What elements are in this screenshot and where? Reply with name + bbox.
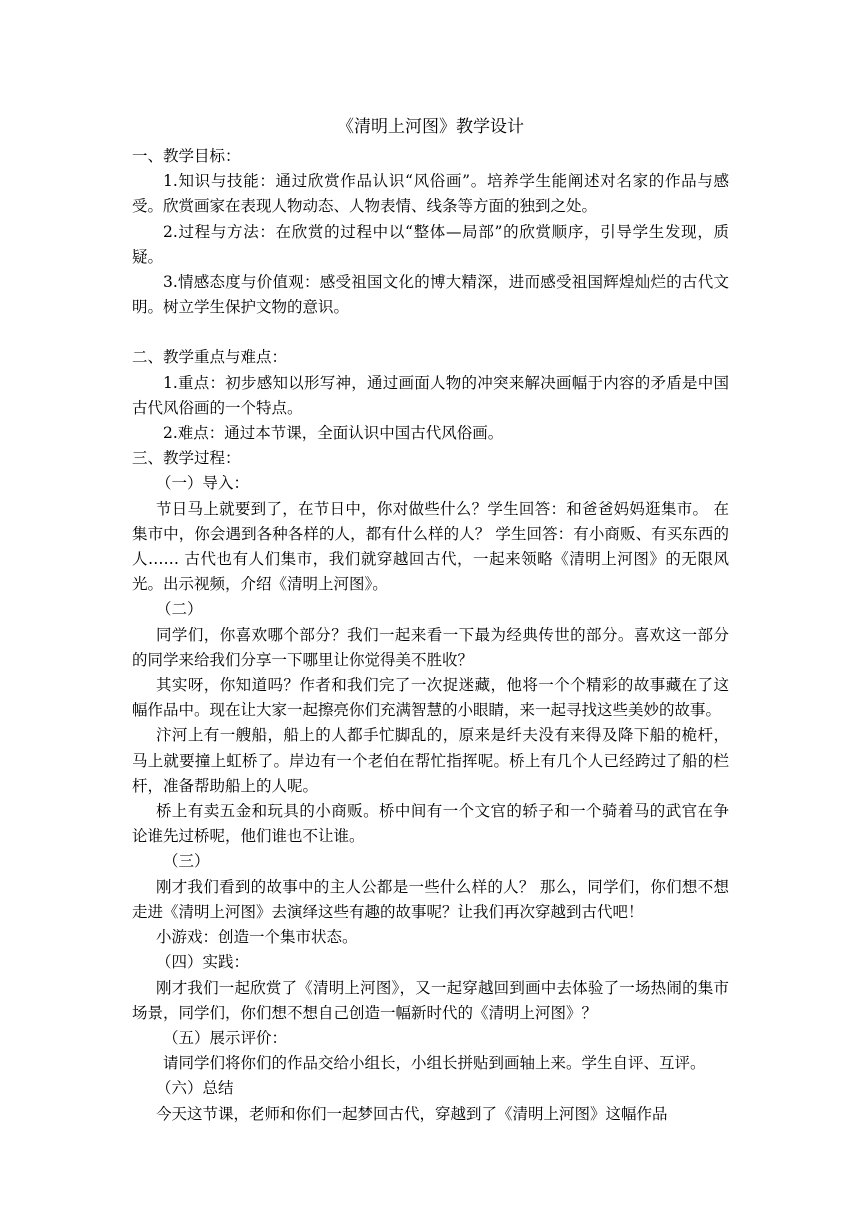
section-heading: 一、教学目标： [132, 147, 241, 165]
paragraph: 汴河上有一艘船，船上的人都手忙脚乱的，原来是纤夫没有来得及降下船的桅杆，马上就要撞上虹桥了。岸边有一个老伯在帮忙指挥呢。桥上有几个人已经跨过了船的栏杆，准备帮助船上的人呢。 [132, 726, 729, 795]
paragraph: 节日马上就要到了，在节日中，你对做些什么？学生回答：和爸爸妈妈逛集市。 在集市中，你会遇到各种各样的人，都有什么样的人？ 学生回答：有小商贩、有买东西的人…… 古代也有人们集市，我们就穿越回古代，一起来领略《清明上河图》的无限风光。出示视频，介绍《清明上河图》。 [132, 499, 729, 594]
paragraph: 桥上有卖五金和玩具的小商贩。桥中间有一个文官的轿子和一个骑着马的武官在争论谁先过桥呢，他们谁也不让谁。 [132, 802, 729, 846]
blank-line [132, 320, 729, 345]
paragraph: 其实呀，你知道吗？作者和我们完了一次捉迷藏，他将一个个精彩的故事藏在了这幅作品中。现在让大家一起擦亮你们充满智慧的小眼睛，来一起寻找这些美妙的故事。 [132, 676, 729, 720]
paragraph: 小游戏：创造一个集市状态。 [156, 928, 358, 947]
paragraph: 3.情感态度与价值观：感受祖国文化的博大精深，进而感受祖国辉煌灿烂的古代文明。树立学生保护文物的意识。 [132, 273, 729, 317]
paragraph: 请同学们将你们的作品交给小组长，小组长拼贴到画轴上来。学生自评、互评。 [163, 1054, 706, 1073]
paragraph: 同学们，你喜欢哪个部分？我们一起来看一下最为经典传世的部分。喜欢这一部分的同学来给我们分享一下哪里让你觉得美不胜收？ [132, 625, 729, 669]
paragraph: 1.重点：初步感知以形写神，通过画面人物的冲突来解决画幅于内容的矛盾是中国古代风俗画的一个特点。 [132, 373, 729, 417]
paragraph: 2.难点：通过本节课，全面认识中国古代风俗画。 [163, 424, 504, 443]
section-heading: 二、教学重点与难点： [132, 348, 288, 367]
subsection-heading: （四）实践： [156, 953, 250, 972]
paragraph: 刚才我们一起欣赏了《清明上河图》，又一起穿越回到画中去体验了一场热闹的集市场景，同学们，你们想不想自己创造一幅新时代的《清明上河图》？ [132, 978, 729, 1022]
paragraph: 今天这节课，老师和你们一起梦回古代，穿越到了《清明上河图》这幅作品 [156, 1104, 668, 1123]
subsection-heading: （六）总结 [156, 1079, 234, 1098]
section-heading: 三、教学过程： [132, 449, 241, 468]
subsection-heading: （三） [163, 852, 210, 871]
document-page [132, 112, 729, 1127]
subsection-heading: （二） [156, 600, 203, 619]
subsection-heading: （一）导入： [156, 474, 250, 493]
paragraph: 刚才我们看到的故事中的主人公都是一些什么样的人？ 那么，同学们，你们想不想走进《清明上河图》去演绎这些有趣的故事呢？让我们再次穿越到古代吧！ [132, 877, 729, 921]
paragraph: 2.过程与方法：在欣赏的过程中以“整体—局部”的欣赏顺序，引导学生发现，质疑。 [132, 222, 729, 266]
document-title: 《清明上河图》教学设计 [337, 117, 524, 137]
paragraph: 1.知识与技能：通过欣赏作品认识“风俗画”。培养学生能阐述对名家的作品与感受。欣赏画家在表现人物动态、人物表情、线条等方面的独到之处。 [132, 172, 729, 216]
subsection-heading: （五）展示评价： [163, 1028, 288, 1047]
